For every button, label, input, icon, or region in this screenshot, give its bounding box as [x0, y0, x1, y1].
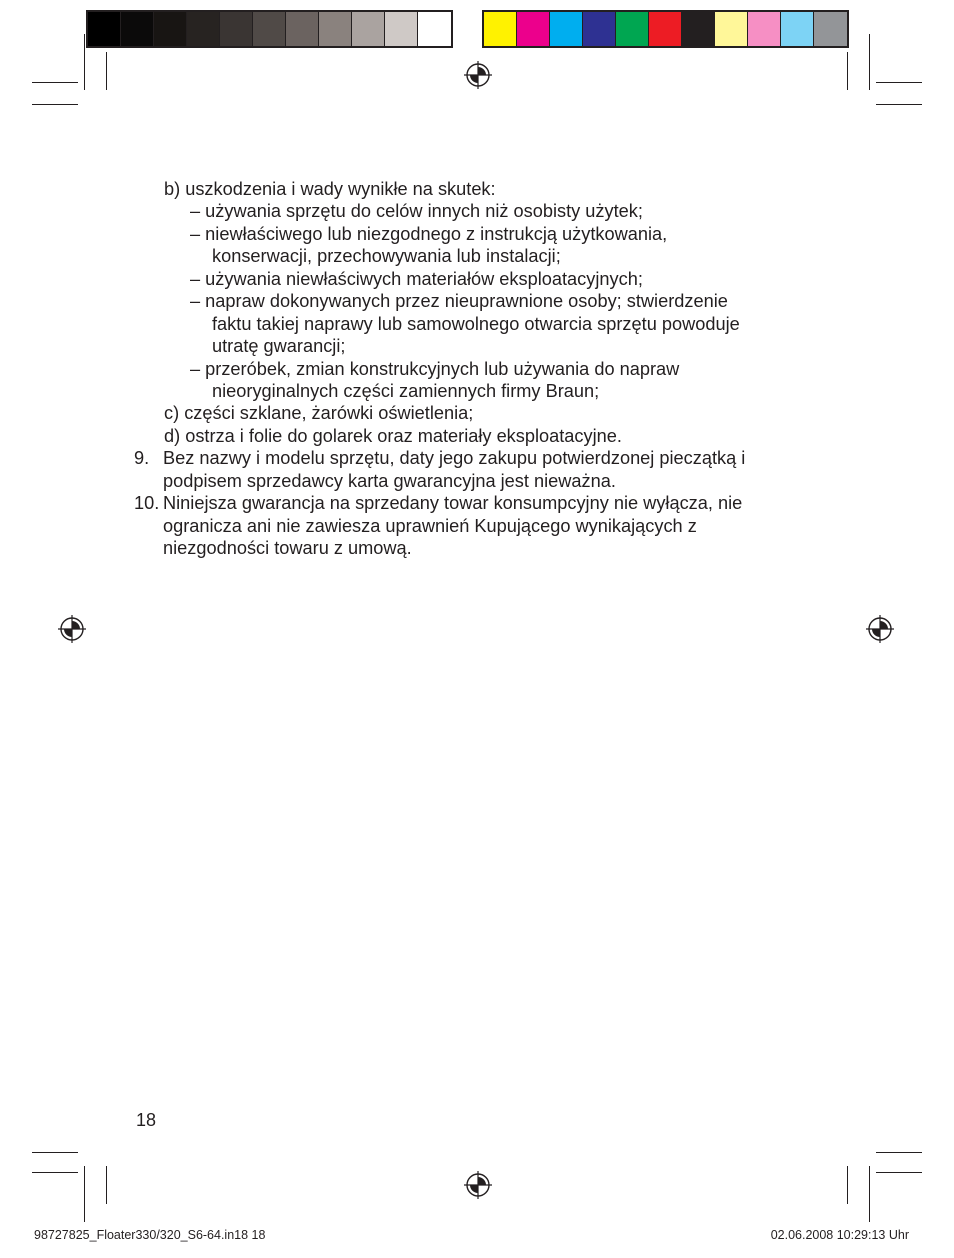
crop-mark-bottom-right-vertical-2	[847, 1166, 848, 1204]
crop-mark-top-right-vertical	[869, 34, 870, 90]
gray-swatch-5	[220, 12, 253, 46]
process-swatch-6	[649, 12, 682, 46]
registration-mark-right-icon	[866, 615, 894, 643]
page-number: 18	[136, 1110, 157, 1130]
item-b-bullet-1-line-1: – używania sprzętu do celów innych niż osobisty użytek;	[190, 201, 643, 221]
item-10-line-1: Niniejsza gwarancja na sprzedany towar konsumpcyjny nie wyłącza, nie	[163, 493, 743, 513]
item-10-number: 10.	[134, 493, 160, 513]
item-9-line-2: podpisem sprzedawcy karta gwarancyjna jest nieważna.	[163, 471, 616, 491]
gray-swatch-3	[154, 12, 187, 46]
process-swatch-7	[682, 12, 715, 46]
gray-swatch-7	[286, 12, 319, 46]
crop-mark-top-right-horizontal	[876, 82, 922, 83]
process-swatch-1	[484, 12, 517, 46]
process-color-bar	[482, 10, 849, 48]
item-c: c) części szklane, żarówki oświetlenia;	[164, 403, 474, 423]
item-b-bullet-2-line-2: konserwacji, przechowywania lub instalacji;	[212, 246, 561, 266]
gray-swatch-2	[121, 12, 154, 46]
process-swatch-11	[814, 12, 847, 46]
crop-mark-top-left-vertical-2	[106, 52, 107, 90]
crop-mark-top-left-horizontal-2	[32, 104, 78, 105]
grayscale-color-bar	[86, 10, 453, 48]
process-swatch-3	[550, 12, 583, 46]
item-b-bullet-3-line-1: – używania niewłaściwych materiałów eksploatacyjnych;	[190, 269, 643, 289]
process-swatch-2	[517, 12, 550, 46]
item-d: d) ostrza i folie do golarek oraz materiały eksploatacyjne.	[164, 426, 622, 446]
crop-mark-top-right-horizontal-2	[876, 104, 922, 105]
process-swatch-8	[715, 12, 748, 46]
item-9-line-1: Bez nazwy i modelu sprzętu, daty jego zakupu potwierdzonej pieczątką i	[163, 448, 746, 468]
item-10-line-3: niezgodności towaru z umową.	[163, 538, 412, 558]
crop-mark-bottom-left-horizontal-2	[32, 1172, 78, 1173]
gray-swatch-10	[385, 12, 418, 46]
gray-swatch-6	[253, 12, 286, 46]
item-b-bullet-2-line-1: – niewłaściwego lub niezgodnego z instrukcją użytkowania,	[190, 224, 668, 244]
crop-mark-top-left-vertical	[84, 34, 85, 90]
item-b-bullet-5-line-1: – przeróbek, zmian konstrukcyjnych lub używania do napraw	[190, 359, 680, 379]
crop-mark-bottom-left-vertical-2	[106, 1166, 107, 1204]
gray-swatch-11	[418, 12, 451, 46]
crop-mark-bottom-right-horizontal-2	[876, 1172, 922, 1173]
item-9-number: 9.	[134, 448, 150, 468]
slug-file-info: 98727825_Floater330/320_S6-64.in18 18	[34, 1228, 266, 1242]
crop-mark-bottom-left-horizontal	[32, 1152, 78, 1153]
item-b-bullet-5-line-2: nieoryginalnych części zamiennych firmy Braun;	[212, 381, 600, 401]
slug-timestamp: 02.06.2008 10:29:13 Uhr	[770, 1228, 909, 1242]
item-b-bullet-4-line-3: utratę gwarancji;	[212, 336, 346, 356]
crop-mark-top-right-vertical-2	[847, 52, 848, 90]
registration-mark-left-icon	[58, 615, 86, 643]
gray-swatch-8	[319, 12, 352, 46]
crop-mark-bottom-right-vertical	[869, 1166, 870, 1222]
gray-swatch-4	[187, 12, 220, 46]
process-swatch-4	[583, 12, 616, 46]
crop-mark-bottom-right-horizontal	[876, 1152, 922, 1153]
crop-mark-top-left-horizontal	[32, 82, 78, 83]
item-b-intro: b) uszkodzenia i wady wynikłe na skutek:	[164, 179, 496, 199]
item-b-bullet-4-line-1: – napraw dokonywanych przez nieuprawnione osoby; stwierdzenie	[190, 291, 728, 311]
gray-swatch-9	[352, 12, 385, 46]
process-swatch-10	[781, 12, 814, 46]
item-10-line-2: ogranicza ani nie zawiesza uprawnień Kupującego wynikających z	[163, 516, 697, 536]
registration-mark-bottom-icon	[464, 1171, 492, 1199]
process-swatch-5	[616, 12, 649, 46]
gray-swatch-1	[88, 12, 121, 46]
crop-mark-bottom-left-vertical	[84, 1166, 85, 1222]
item-b-bullet-4-line-2: faktu takiej naprawy lub samowolnego otwarcia sprzętu powoduje	[212, 314, 740, 334]
process-swatch-9	[748, 12, 781, 46]
registration-mark-top-icon	[464, 61, 492, 89]
